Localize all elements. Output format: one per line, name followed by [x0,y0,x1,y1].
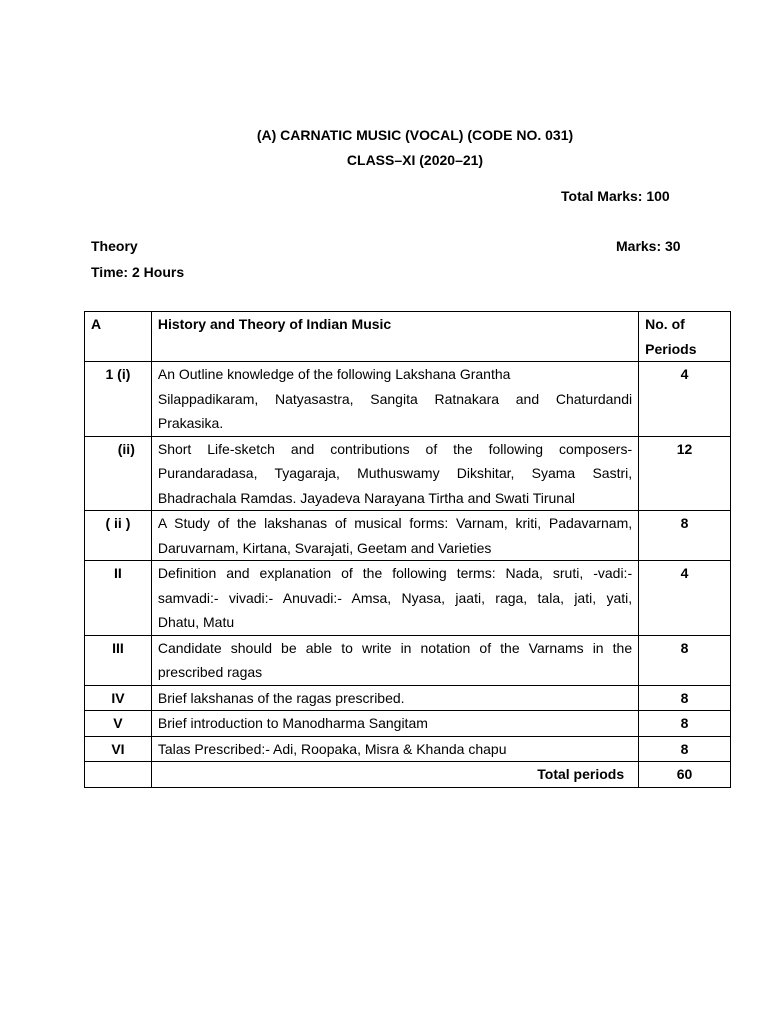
topic-line: Candidate should be able to write in notation of the Varnams in the [157,639,633,656]
topic-line: Brief lakshanas of the ragas prescribed. [157,689,405,706]
table-row [85,561,731,636]
row-number: II [85,561,152,636]
topic-line: A Study of the lakshanas of musical forms: Varnam, kriti, Padavarnam, [157,515,633,531]
row-periods: 4 [639,561,731,636]
topic-line: Silappadikaram, Natyasastra, Sangita Ratnakara and Chaturdandi [157,390,633,407]
row-periods: 8 [639,685,731,711]
topic-line: samvadi:- vivadi:- Anuvadi:- Amsa, Nyasa, jaati, raga, tala, jati, yati, [157,589,633,606]
row-number: III [85,635,152,685]
total-marks: Total Marks: 100 [561,188,670,204]
topic-line: Prakasika. [157,415,224,431]
topic-line: An Outline knowledge of the following Lakshana Grantha [157,366,511,382]
table-row [85,635,731,685]
row-topic [151,736,638,762]
total-row-blank [85,762,152,788]
document-title: (A) CARNATIC MUSIC (VOCAL) (CODE NO. 031) [256,127,574,143]
row-topic [151,711,638,737]
table-row [85,685,731,711]
topic-line: Talas Prescribed:- Adi, Roopaka, Misra & Khanda chapu [157,740,507,757]
row-periods: 4 [639,362,731,437]
row-number: 1 (i) [85,362,152,437]
row-topic [151,362,638,437]
row-topic [151,561,638,636]
topic-line: Short Life-sketch and contributions of the following composers- [157,440,633,457]
row-number: ( ii ) [85,511,152,561]
total-periods-label: Total periods [151,762,638,788]
row-number: IV [85,685,152,711]
topic-line: Purandaradasa, Tyagaraja, Muthuswamy Dikshitar, Syama Sastri, [157,465,633,481]
topic-line: Brief introduction to Manodharma Sangitam [157,715,428,731]
marks-label: Marks: 30 [616,238,681,254]
theory-label: Theory [91,238,138,254]
row-topic [151,685,638,711]
row-periods: 8 [639,736,731,762]
row-topic [151,511,638,561]
header-periods-line2: Periods [645,340,697,357]
syllabus-table [84,311,731,788]
header-periods-line1: No. of [645,316,685,332]
row-periods: 12 [639,436,731,511]
row-topic [151,635,638,685]
total-periods-value: 60 [639,762,731,788]
topic-line: Bhadrachala Ramdas. Jayadeva Narayana Tirtha and Swati Tirunal [157,489,575,506]
row-number: VI [85,736,152,762]
header-section: A [85,312,152,362]
class-line: CLASS–XI (2020–21) [346,152,484,168]
table-row [85,511,731,561]
header-periods [639,312,731,362]
topic-line: prescribed ragas [157,664,263,680]
row-periods: 8 [639,635,731,685]
table-header-row [85,312,731,362]
table-row [85,436,731,511]
row-topic [151,436,638,511]
row-number: V [85,711,152,737]
time-label: Time: 2 Hours [91,264,185,280]
topic-line: Daruvarnam, Kirtana, Svarajati, Geetam and Varieties [157,539,492,556]
row-number: (ii) [85,436,152,511]
row-periods: 8 [639,711,731,737]
topic-line: Dhatu, Matu [157,614,235,630]
table-row [85,711,731,737]
row-periods: 8 [639,511,731,561]
table-total-row [85,762,731,788]
table-row [85,362,731,437]
header-topic: History and Theory of Indian Music [151,312,638,362]
topic-line: Definition and explanation of the following terms: Nada, sruti, -vadi:- [157,565,633,581]
table-row [85,736,731,762]
